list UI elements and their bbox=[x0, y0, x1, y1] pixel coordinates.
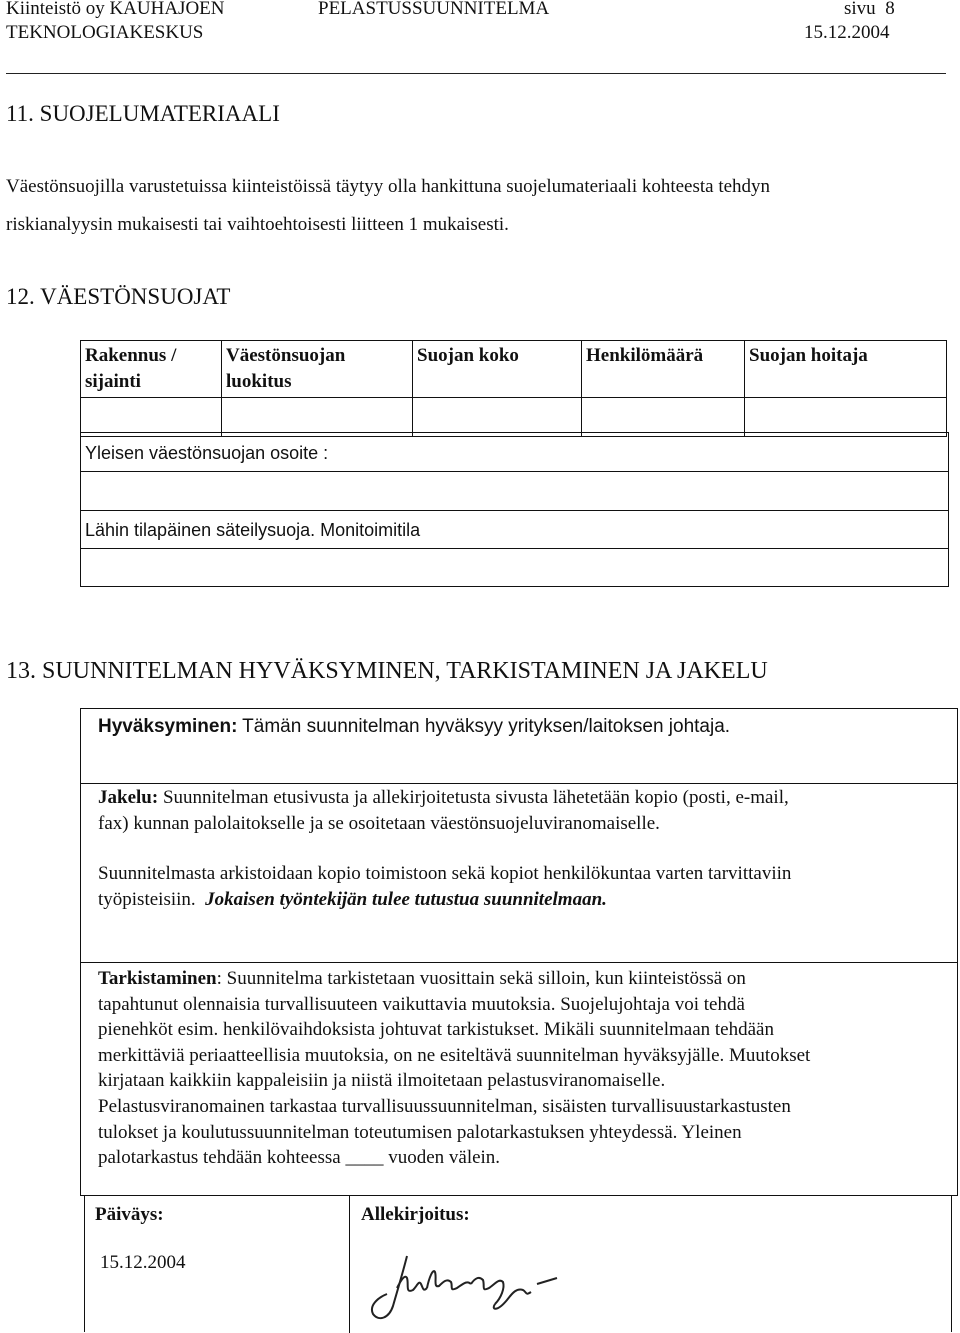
distribution-paragraph bbox=[98, 785, 789, 836]
cell-shelter-keeper bbox=[745, 398, 947, 437]
shelter-table bbox=[80, 340, 947, 437]
review-last-end: vuoden välein. bbox=[388, 1147, 501, 1169]
handwritten-signature-image bbox=[367, 1248, 587, 1328]
public-shelter-label-box bbox=[80, 432, 949, 472]
section-13-heading: 13. SUUNNITELMAN HYVÄKSYMINEN, TARKISTAMINEN JA JAKELU bbox=[6, 658, 768, 684]
header-page-number: 8 bbox=[885, 0, 895, 19]
review-line-7: tulokset ja koulutussuunnitelman toteutumisen palotarkastuksen yhteydessä. Yleinen bbox=[98, 1121, 742, 1143]
review-paragraph bbox=[98, 966, 810, 1171]
review-blank: ____ bbox=[345, 1147, 384, 1169]
public-shelter-label: Yleisen väestönsuojan osoite : bbox=[85, 443, 329, 463]
distribution-label: Jakelu: bbox=[98, 787, 159, 808]
header-building: TEKNOLOGIAKESKUS bbox=[6, 22, 204, 43]
col-shelter-keeper: Suojan hoitaja bbox=[745, 341, 947, 398]
review-label: Tarkistaminen bbox=[98, 968, 217, 989]
nearest-temp-value-box bbox=[80, 548, 949, 587]
header-rule bbox=[6, 73, 946, 74]
header-date: 15.12.2004 bbox=[804, 22, 890, 43]
review-line-5: kirjataan kaikkiin kappaleisiin ja niistä ilmoitetaan pelastusviranomaiselle. bbox=[98, 1070, 666, 1092]
col-building-location: Rakennus / sijainti bbox=[81, 341, 222, 398]
nearest-temp-label-box bbox=[80, 510, 949, 549]
section-11-line-1: Väestönsuojilla varustetuissa kiinteistöissä täytyy olla hankittuna suojelumateriaali kohteesta tehdyn bbox=[6, 176, 771, 197]
approval-box bbox=[80, 708, 958, 784]
approval-text: Tämän suunnitelman hyväksyy yrityksen/laitoksen johtaja. bbox=[242, 716, 731, 737]
review-line-6: Pelastusviranomainen tarkastaa turvallisuussuunnitelman, sisäisten turvallisuustarkastusten bbox=[98, 1095, 791, 1117]
header-page bbox=[844, 0, 895, 20]
review-line-3: pienehköt esim. henkilövaihdoksista johtuvat tarkistukset. Mikäli suunnitelmaan tehdään bbox=[98, 1019, 774, 1041]
archive-line-1: Suunnitelmasta arkistoidaan kopio toimistoon sekä kopiot henkilökuntaa varten tarvittaviin bbox=[98, 863, 792, 884]
header-page-label: sivu bbox=[844, 0, 876, 19]
cell-person-count bbox=[582, 398, 745, 437]
distribution-line-2: fax) kunnan palolaitokselle ja se osoitetaan väestönsuojeluviranomaiselle. bbox=[98, 812, 660, 834]
col-shelter-class: Väestönsuojan luokitus bbox=[222, 341, 413, 398]
col-person-count: Henkilömäärä bbox=[582, 341, 745, 398]
archive-paragraph bbox=[98, 861, 791, 912]
section-11-line-2: riskianalyysin mukaisesti tai vaihtoehtoisesti liitteen 1 mukaisesti. bbox=[6, 214, 509, 235]
date-label: Päiväys: bbox=[95, 1204, 164, 1225]
signature-box bbox=[84, 1195, 952, 1332]
col-shelter-size: Suojan koko bbox=[413, 341, 582, 398]
review-line-2: tapahtunut olennaisia turvallisuuteen vaikuttavia muutoksia. Suojelujohtaja voi tehdä bbox=[98, 993, 745, 1015]
review-box bbox=[80, 962, 958, 1196]
header-company: Kiinteistö oy KAUHAJOEN bbox=[6, 0, 225, 19]
review-line-4: merkittäviä periaatteellisia muutoksia, on ne esiteltävä suunnitelman hyväksyjälle. Muutokset bbox=[98, 1044, 811, 1066]
header-doc-title: PELASTUSSUUNNITELMA bbox=[318, 0, 550, 19]
approval-label: Hyväksyminen: bbox=[98, 716, 238, 737]
archive-line-2: työpisteisiin. bbox=[98, 888, 196, 910]
approval-text-line bbox=[98, 714, 730, 740]
cell-shelter-size bbox=[413, 398, 582, 437]
nearest-temp-label: Lähin tilapäinen säteilysuoja. Monitoimitila bbox=[85, 520, 421, 540]
section-12-heading: 12. VÄESTÖNSUOJAT bbox=[6, 284, 231, 309]
date-value: 15.12.2004 bbox=[100, 1252, 186, 1273]
signature-divider bbox=[349, 1196, 350, 1333]
section-11-heading: 11. SUOJELUMATERIAALI bbox=[6, 101, 280, 126]
shelter-table-empty-row bbox=[81, 398, 947, 437]
cell-shelter-class bbox=[222, 398, 413, 437]
public-shelter-value-box bbox=[80, 471, 949, 511]
distribution-box bbox=[80, 783, 958, 963]
shelter-table-header-row bbox=[81, 341, 947, 398]
distribution-line-1: Suunnitelman etusivusta ja allekirjoitetusta sivusta lähetetään kopio (posti, e-mail, bbox=[162, 787, 789, 808]
review-line-1: : Suunnitelma tarkistetaan vuosittain sekä silloin, kun kiinteistössä on bbox=[216, 968, 746, 989]
review-last-start: palotarkastus tehdään kohteessa bbox=[98, 1147, 341, 1169]
cell-building-location bbox=[81, 398, 222, 437]
archive-emphasis: Jokaisen työntekijän tulee tutustua suunnitelmaan. bbox=[205, 888, 607, 910]
signature-label: Allekirjoitus: bbox=[361, 1204, 470, 1225]
